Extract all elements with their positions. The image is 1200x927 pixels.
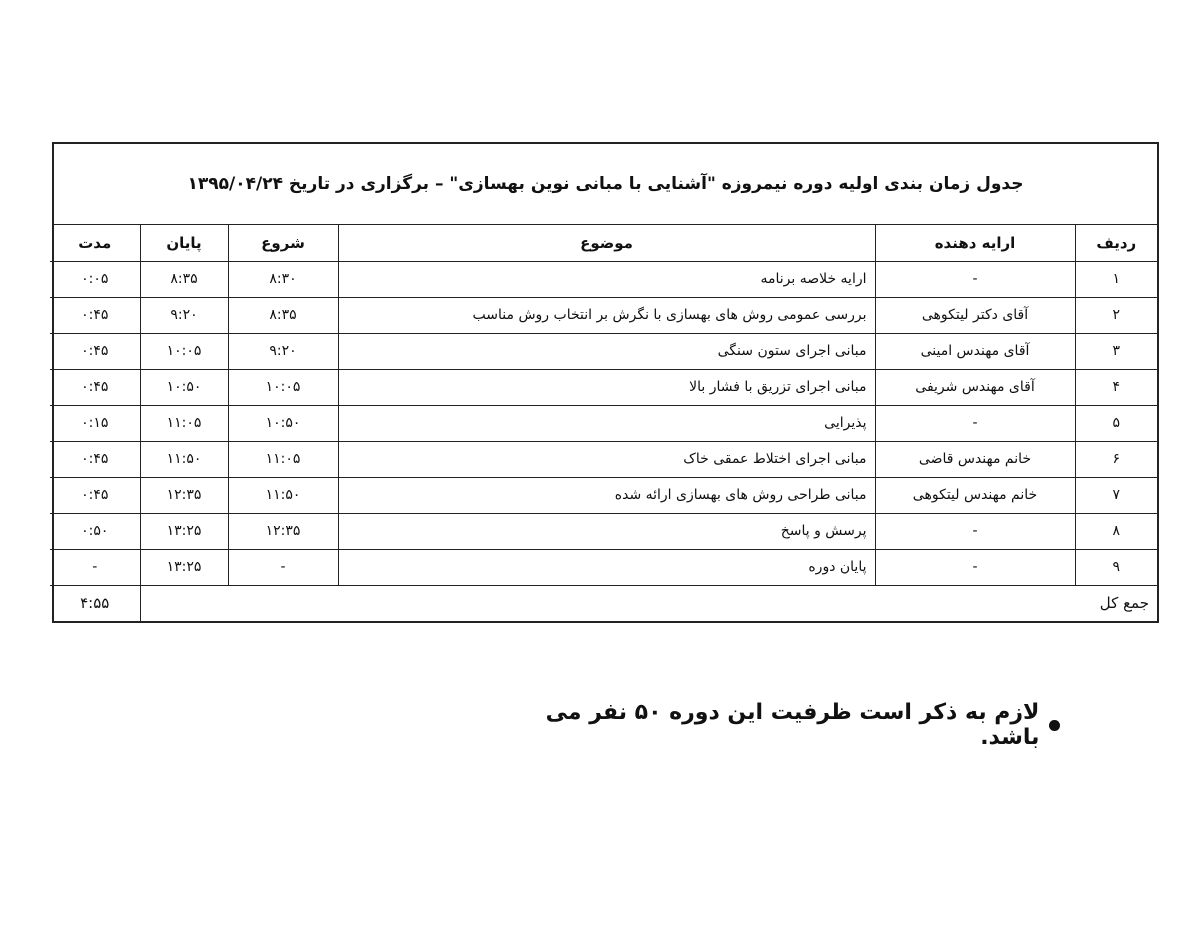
header-start: شروع bbox=[228, 225, 338, 261]
cell-presenter: - bbox=[875, 405, 1075, 441]
table-row bbox=[50, 441, 1157, 477]
table-row bbox=[50, 297, 1157, 333]
cell-row-number: ۱ bbox=[1075, 261, 1157, 297]
cell-duration: ۰:۵۰ bbox=[50, 513, 140, 549]
cell-topic: مبانی اجرای تزریق با فشار بالا bbox=[338, 369, 875, 405]
table-row bbox=[50, 477, 1157, 513]
cell-duration: ۰:۱۵ bbox=[50, 405, 140, 441]
cell-presenter: آقای دکتر لیتکوهی bbox=[875, 297, 1075, 333]
cell-row-number: ۹ bbox=[1075, 549, 1157, 585]
capacity-note bbox=[500, 700, 1060, 750]
header-end: پایان bbox=[140, 225, 228, 261]
cell-end: ۸:۳۵ bbox=[140, 261, 228, 297]
total-label: جمع کل bbox=[140, 585, 1157, 621]
bullet-icon bbox=[1049, 720, 1060, 731]
cell-start: ۱۰:۵۰ bbox=[228, 405, 338, 441]
cell-end: ۱۰:۰۵ bbox=[140, 333, 228, 369]
schedule-grid bbox=[50, 225, 1157, 621]
cell-topic: ارایه خلاصه برنامه bbox=[338, 261, 875, 297]
header-row-number: ردیف bbox=[1075, 225, 1157, 261]
table-row bbox=[50, 405, 1157, 441]
cell-presenter: آقای مهندس امینی bbox=[875, 333, 1075, 369]
cell-end: ۱۳:۲۵ bbox=[140, 513, 228, 549]
cell-row-number: ۳ bbox=[1075, 333, 1157, 369]
schedule-table bbox=[52, 142, 1159, 623]
total-value: ۴:۵۵ bbox=[50, 585, 140, 621]
cell-presenter: خانم مهندس لیتکوهی bbox=[875, 477, 1075, 513]
cell-start: ۸:۳۰ bbox=[228, 261, 338, 297]
cell-row-number: ۲ bbox=[1075, 297, 1157, 333]
table-row bbox=[50, 549, 1157, 585]
total-row bbox=[50, 585, 1157, 621]
cell-presenter: آقای مهندس شریفی bbox=[875, 369, 1075, 405]
cell-duration: ۰:۴۵ bbox=[50, 441, 140, 477]
cell-topic: مبانی اجرای ستون سنگی bbox=[338, 333, 875, 369]
cell-presenter: خانم مهندس قاضی bbox=[875, 441, 1075, 477]
cell-end: ۱۱:۵۰ bbox=[140, 441, 228, 477]
cell-row-number: ۴ bbox=[1075, 369, 1157, 405]
cell-end: ۱۱:۰۵ bbox=[140, 405, 228, 441]
cell-end: ۱۳:۲۵ bbox=[140, 549, 228, 585]
cell-duration: - bbox=[50, 549, 140, 585]
cell-end: ۱۰:۵۰ bbox=[140, 369, 228, 405]
header-presenter: ارایه دهنده bbox=[875, 225, 1075, 261]
cell-duration: ۰:۴۵ bbox=[50, 297, 140, 333]
cell-row-number: ۶ bbox=[1075, 441, 1157, 477]
cell-row-number: ۵ bbox=[1075, 405, 1157, 441]
table-row bbox=[50, 333, 1157, 369]
cell-topic: پذیرایی bbox=[338, 405, 875, 441]
cell-topic: پایان دوره bbox=[338, 549, 875, 585]
cell-topic: مبانی طراحی روش های بهسازی ارائه شده bbox=[338, 477, 875, 513]
cell-row-number: ۷ bbox=[1075, 477, 1157, 513]
cell-duration: ۰:۴۵ bbox=[50, 333, 140, 369]
capacity-note-text: لازم به ذکر است ظرفیت این دوره ۵۰ نفر می باشد. bbox=[545, 700, 1040, 750]
cell-row-number: ۸ bbox=[1075, 513, 1157, 549]
cell-topic: مبانی اجرای اختلاط عمقی خاک bbox=[338, 441, 875, 477]
cell-end: ۹:۲۰ bbox=[140, 297, 228, 333]
header-duration: مدت bbox=[50, 225, 140, 261]
cell-end: ۱۲:۳۵ bbox=[140, 477, 228, 513]
cell-presenter: - bbox=[875, 261, 1075, 297]
cell-duration: ۰:۴۵ bbox=[50, 477, 140, 513]
cell-start: ۹:۲۰ bbox=[228, 333, 338, 369]
header-topic: موضوع bbox=[338, 225, 875, 261]
table-title: جدول زمان بندی اولیه دوره نیمروزه "آشنایی با مبانی نوین بهسازی" – برگزاری در تاریخ ۱۳۹۵/۰۴/۲۴ bbox=[54, 144, 1157, 225]
table-row bbox=[50, 513, 1157, 549]
header-row bbox=[50, 225, 1157, 261]
cell-presenter: - bbox=[875, 549, 1075, 585]
cell-start: ۱۲:۳۵ bbox=[228, 513, 338, 549]
table-row bbox=[50, 369, 1157, 405]
cell-presenter: - bbox=[875, 513, 1075, 549]
cell-start: ۱۰:۰۵ bbox=[228, 369, 338, 405]
cell-topic: بررسی عمومی روش های بهسازی با نگرش بر انتخاب روش مناسب bbox=[338, 297, 875, 333]
cell-duration: ۰:۰۵ bbox=[50, 261, 140, 297]
cell-start: - bbox=[228, 549, 338, 585]
cell-start: ۱۱:۵۰ bbox=[228, 477, 338, 513]
table-row bbox=[50, 261, 1157, 297]
cell-duration: ۰:۴۵ bbox=[50, 369, 140, 405]
cell-start: ۸:۳۵ bbox=[228, 297, 338, 333]
cell-topic: پرسش و پاسخ bbox=[338, 513, 875, 549]
cell-start: ۱۱:۰۵ bbox=[228, 441, 338, 477]
